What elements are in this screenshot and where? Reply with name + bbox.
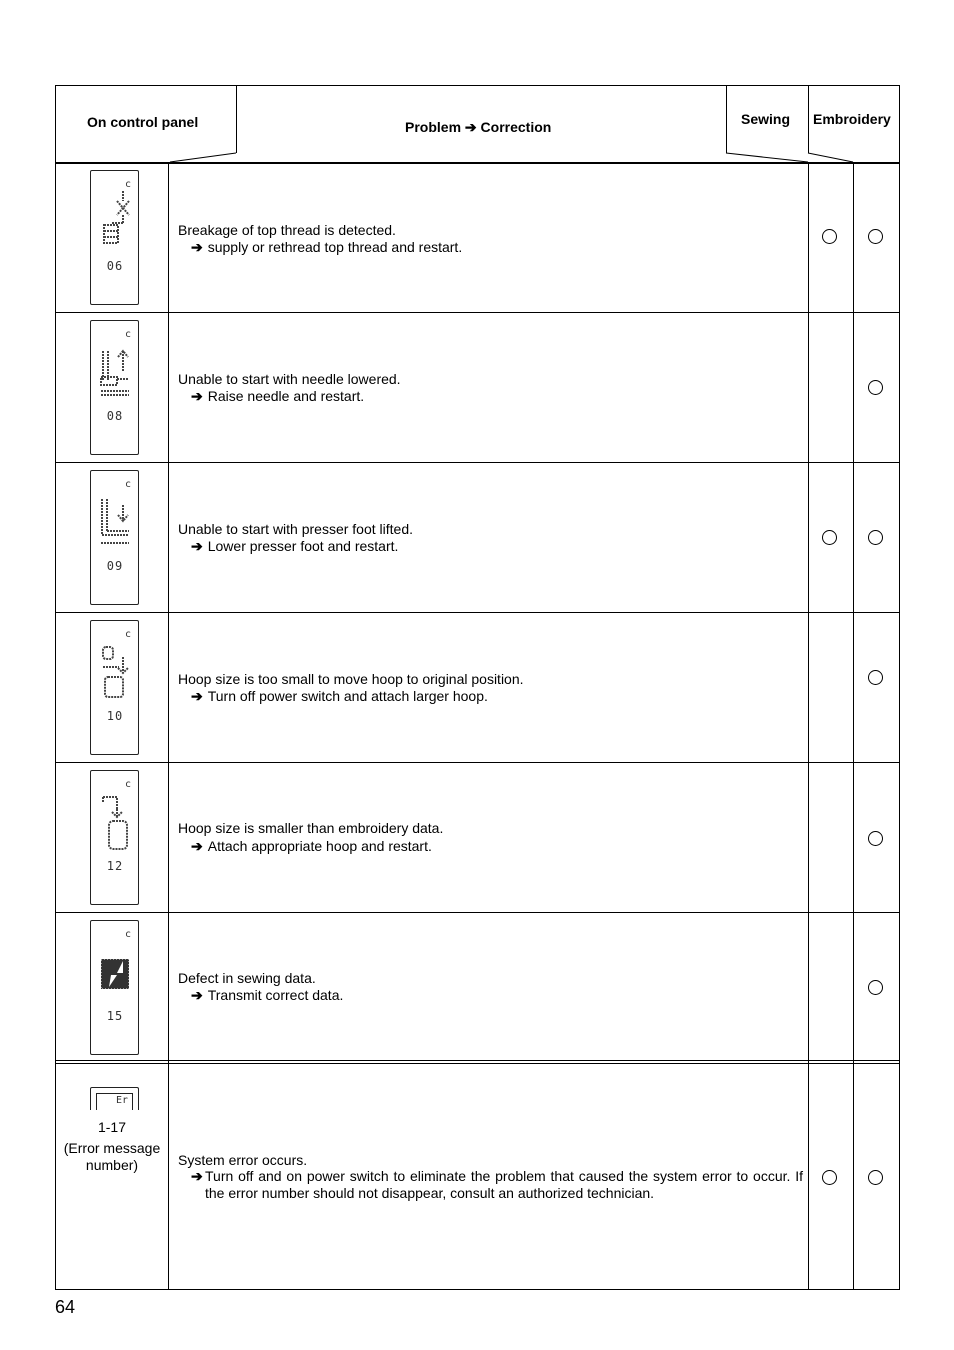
header-problem-label: Problem ➔ Correction — [405, 119, 552, 135]
error-code: 08 — [106, 409, 124, 423]
correction-text: ➔ Attach appropriate hoop and restart. — [191, 838, 432, 854]
embroidery-applicable-mark — [868, 229, 883, 244]
row-divider — [55, 462, 900, 463]
correction-text: ➔ supply or rethread top thread and restart. — [191, 239, 463, 255]
lcd-panel-12 — [90, 770, 139, 905]
sewing-applicable-mark — [822, 530, 837, 545]
hoop-too-small-icon: c 10 — [97, 629, 133, 753]
thread-break-icon: c 06 — [97, 179, 133, 303]
arrow-icon: ➔ — [191, 838, 203, 854]
problem-text: Defect in sewing data. — [178, 970, 316, 986]
sewing-applicable-mark — [822, 229, 837, 244]
problem-text: Unable to start with presser foot lifted. — [178, 521, 413, 537]
arrow-icon: ➔ — [191, 1168, 203, 1184]
row-divider — [55, 612, 900, 613]
presser-foot-down-icon: c 09 — [97, 479, 133, 603]
problem-text: Hoop size is too small to move hoop to original position. — [178, 671, 524, 687]
error-code: 10 — [106, 709, 124, 723]
arrow-icon: ➔ — [464, 119, 477, 135]
error-code: 15 — [106, 1009, 124, 1023]
column-divider — [853, 163, 854, 1290]
data-defect-icon: c 15 — [97, 929, 133, 1053]
error-range-label: 1-17 (Error message number) — [63, 1119, 161, 1173]
embroidery-applicable-mark — [868, 670, 883, 685]
embroidery-applicable-mark — [868, 831, 883, 846]
error-code: 09 — [106, 559, 124, 573]
problem-text: Breakage of top thread is detected. — [178, 222, 396, 238]
error-code: 06 — [106, 259, 124, 273]
arrow-icon: ➔ — [191, 987, 203, 1003]
correction-text: ➔ Turn off power switch and attach larger hoop. — [191, 688, 488, 704]
correction-text: ➔ Raise needle and restart. — [191, 388, 365, 404]
lcd-panel-er — [90, 1087, 139, 1110]
lcd-panel-15 — [90, 920, 139, 1055]
arrow-icon: ➔ — [191, 538, 203, 554]
column-divider — [808, 163, 809, 1290]
page-number: 64 — [55, 1297, 76, 1317]
lcd-panel-09 — [90, 470, 139, 605]
error-prefix: Er — [115, 1095, 128, 1106]
embroidery-applicable-mark — [868, 1170, 883, 1185]
correction-text: Turn off and on power switch to eliminate the problem that caused the system error to occur. If the error number should not disappear, consult an authorized technician. — [205, 1168, 803, 1201]
embroidery-applicable-mark — [868, 980, 883, 995]
row-divider — [55, 912, 900, 913]
correction-text: ➔ Lower presser foot and restart. — [191, 538, 399, 554]
header-sewing-label: Sewing — [741, 111, 791, 127]
lcd-panel-08 — [90, 320, 139, 455]
row-divider-double — [55, 1063, 900, 1064]
arrow-icon: ➔ — [191, 388, 203, 404]
problem-text: Unable to start with needle lowered. — [178, 371, 401, 387]
row-divider-double — [55, 1060, 900, 1061]
row-divider — [55, 312, 900, 313]
lcd-panel-10 — [90, 620, 139, 755]
needle-up-icon: c 08 — [97, 329, 133, 453]
correction-text: ➔ Transmit correct data. — [191, 987, 344, 1003]
error-code: 12 — [106, 859, 124, 873]
embroidery-applicable-mark — [868, 380, 883, 395]
arrow-icon: ➔ — [191, 688, 203, 704]
arrow-icon: ➔ — [191, 239, 203, 255]
lcd-panel-06 — [90, 170, 139, 305]
header-embroidery-label: Embroidery — [813, 111, 891, 127]
problem-text: Hoop size is smaller than embroidery data. — [178, 820, 444, 836]
sewing-applicable-mark — [822, 1170, 837, 1185]
header-tabs — [0, 0, 954, 170]
hoop-smaller-than-data-icon: c 12 — [97, 779, 133, 903]
row-divider — [55, 762, 900, 763]
header-bottom-rule — [55, 162, 900, 164]
embroidery-applicable-mark — [868, 530, 883, 545]
problem-text: System error occurs. — [178, 1152, 308, 1168]
header-panel-label: On control panel — [87, 114, 199, 130]
column-divider — [168, 163, 169, 1290]
